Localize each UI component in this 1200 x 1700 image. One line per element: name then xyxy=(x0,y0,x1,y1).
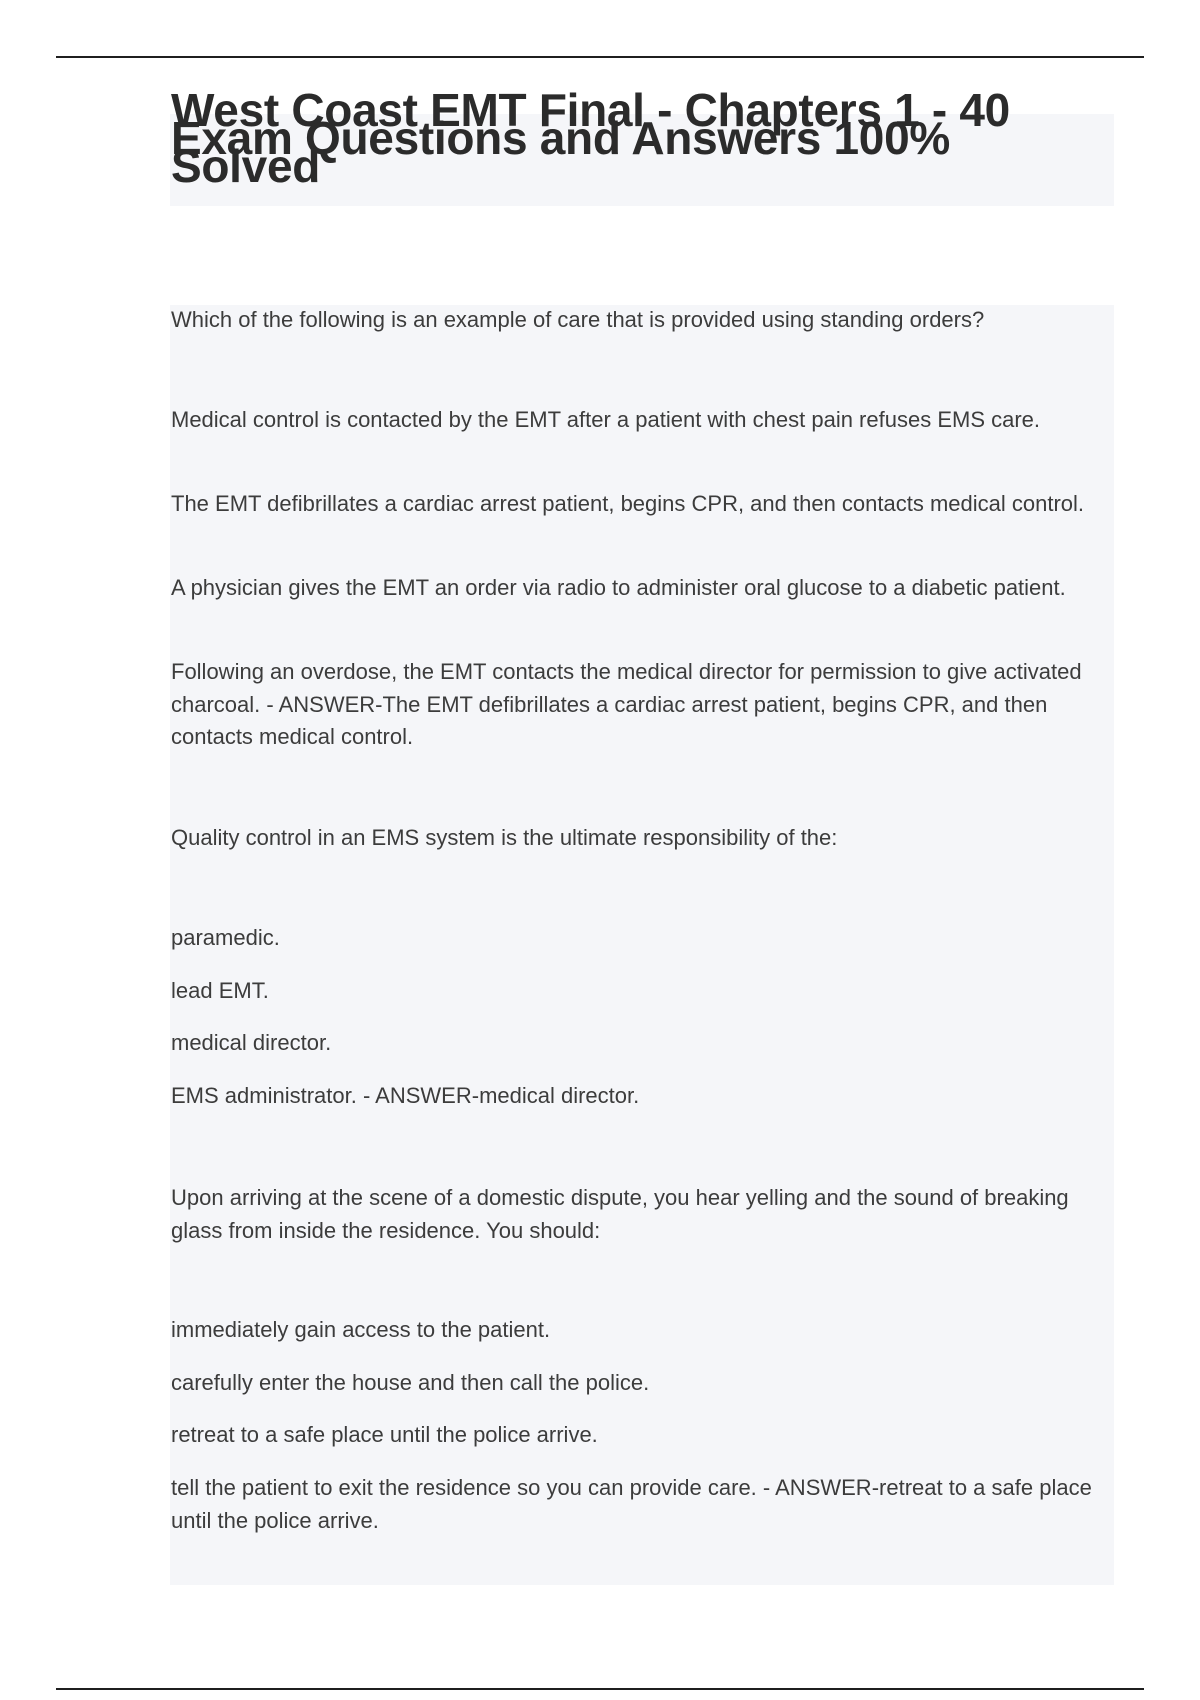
question-text: Upon arriving at the scene of a domestic dispute, you hear yelling and the sound of breaking glass from inside the residence. You should: xyxy=(171,1185,1069,1243)
answer-option: paramedic. xyxy=(171,925,280,950)
answer-option: immediately gain access to the patient. xyxy=(171,1317,551,1342)
answer-option-with-answer: tell the patient to exit the residence so you can provide care. - ANSWER-retreat to a safe place until the police arrive. xyxy=(171,1475,1092,1533)
top-rule xyxy=(56,56,1144,58)
bottom-rule xyxy=(56,1688,1144,1690)
page-title: West Coast EMT Final - Chapters 1 - 40 Exam Questions and Answers 100% Solved xyxy=(171,84,1010,192)
answer-option: medical director. xyxy=(171,1030,332,1055)
answer-option: A physician gives the EMT an order via radio to administer oral glucose to a diabetic patient. xyxy=(171,575,1066,600)
question-text: Quality control in an EMS system is the ultimate responsibility of the: xyxy=(171,825,838,850)
answer-option: retreat to a safe place until the police arrive. xyxy=(171,1422,598,1447)
answer-option: The EMT defibrillates a cardiac arrest patient, begins CPR, and then contacts medical control. xyxy=(171,491,1085,516)
answer-option: lead EMT. xyxy=(171,978,269,1003)
answer-option: Medical control is contacted by the EMT after a patient with chest pain refuses EMS care. xyxy=(171,407,1041,432)
answer-option-with-answer: Following an overdose, the EMT contacts the medical director for permission to give activated charcoal. - ANSWER-The EMT defibrillates a cardiac arrest patient, begins CPR, and then contacts medical control. xyxy=(171,659,1082,749)
question-text: Which of the following is an example of care that is provided using standing orders? xyxy=(171,307,985,332)
answer-option: carefully enter the house and then call the police. xyxy=(171,1370,650,1395)
answer-option-with-answer: EMS administrator. - ANSWER-medical director. xyxy=(171,1083,640,1108)
